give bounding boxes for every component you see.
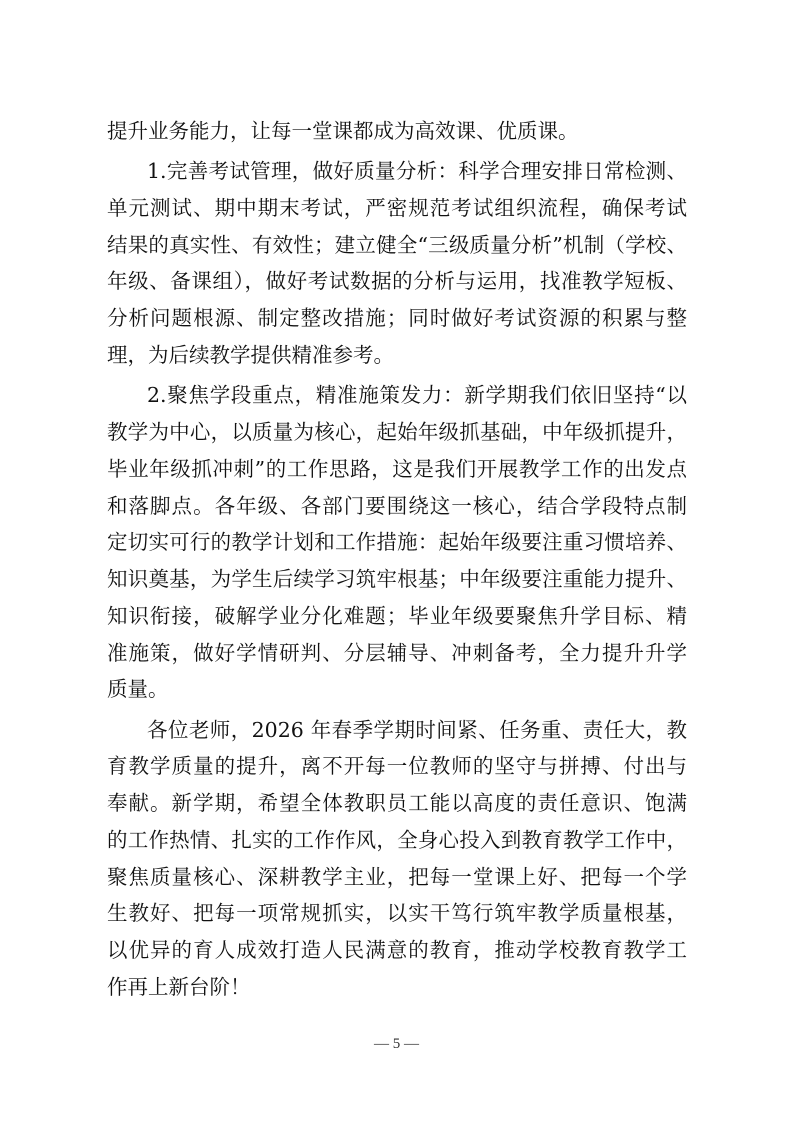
page-number: — 5 —: [374, 1036, 419, 1052]
paragraph-line: 2.聚焦学段重点，精准施策发力：新学期我们依旧坚持“以: [147, 383, 687, 407]
paragraph-line: 知识奠基，为学生后续学习筑牢根基；中年级要注重能力提升、: [107, 567, 687, 591]
paragraph-line: 知识衔接，破解学业分化难题；毕业年级要聚焦升学目标、精: [107, 604, 687, 628]
paragraph-line: 生教好、把每一项常规抓实，以实干笃行筑牢教学质量根基，: [107, 901, 687, 925]
paragraph-line: 分析问题根源、制定整改措施；同时做好考试资源的积累与整: [107, 306, 687, 330]
paragraph-line: 的工作热情、扎实的工作作风，全身心投入到教育教学工作中，: [107, 828, 687, 852]
paragraph-line: 提升业务能力，让每一堂课都成为高效课、优质课。: [107, 119, 579, 143]
paragraph-line: 质量。: [107, 677, 169, 701]
paragraph-line: 理，为后续教学提供精准参考。: [107, 343, 394, 367]
paragraph-line: 结果的真实性、有效性；建立健全“三级质量分析”机制（学校、: [107, 233, 687, 257]
paragraph-line: 年级、备课组），做好考试数据的分析与运用，找准教学短板、: [107, 269, 687, 293]
paragraph-line: 毕业年级抓冲刺”的工作思路，这是我们开展教学工作的出发点: [107, 457, 687, 481]
paragraph-line: 作再上新台阶！: [107, 975, 251, 999]
paragraph-line: 1.完善考试管理，做好质量分析：科学合理安排日常检测、: [147, 159, 687, 183]
paragraph-line: 准施策，做好学情研判、分层辅导、冲刺备考，全力提升升学: [107, 641, 687, 665]
paragraph-line: 和落脚点。各年级、各部门要围绕这一核心，结合学段特点制: [107, 494, 687, 518]
paragraph-line: 育教学质量的提升，离不开每一位教师的坚守与拼搏、付出与: [107, 754, 687, 778]
paragraph-line: 教学为中心，以质量为核心，起始年级抓基础，中年级抓提升，: [107, 420, 687, 444]
paragraph-line: 奉献。新学期，希望全体教职员工能以高度的责任意识、饱满: [107, 791, 687, 815]
paragraph-line: 聚焦质量核心、深耕教学主业，把每一堂课上好、把每一个学: [107, 865, 687, 889]
paragraph-line: 定切实可行的教学计划和工作措施：起始年级要注重习惯培养、: [107, 530, 687, 554]
paragraph-line: 单元测试、期中期末考试，严密规范考试组织流程，确保考试: [107, 196, 687, 220]
paragraph-line: 以优异的育人成效打造人民满意的教育，推动学校教育教学工: [107, 938, 687, 962]
paragraph-line: 各位老师，2026 年春季学期时间紧、任务重、责任大，教: [147, 718, 687, 742]
